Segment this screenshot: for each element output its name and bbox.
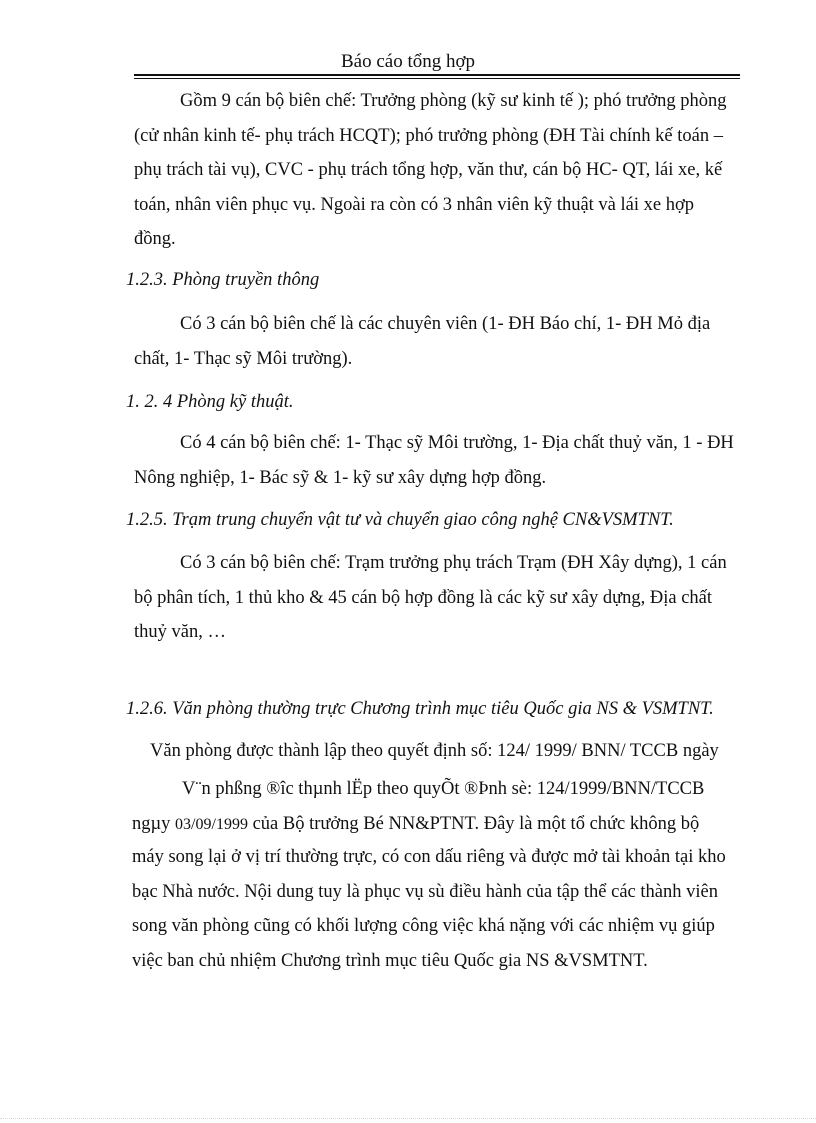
para-126-third-line-rest: của Bộ trưởng Bé NN&PTNT. Đây là một tổ chức không bộ [247, 814, 700, 834]
para-124-line: Có 4 cán bộ biên chế: 1- Thạc sỹ Môi trường, 1- Địa chất thuỷ văn, 1 - ĐH [180, 433, 734, 453]
section-paragraph-125 [134, 546, 740, 650]
para-126-legacy-encoded-line: V¨n phßng ®îc thµnh lËp theo quyÕt ®Þnh sè: 124/1999/BNN/TCCB [182, 779, 705, 799]
page-bottom-dotted-rule [0, 1118, 816, 1119]
intro-line: (cử nhân kinh tế- phụ trách HCQT); phó trưởng phòng (ĐH Tài chính kế toán – [134, 125, 723, 146]
para-126-line: song văn phòng cũng có khối lượng công việc khá nặng với các nhiệm vụ giúp [132, 916, 715, 936]
section-paragraph-124 [134, 426, 740, 495]
para-125-line: bộ phân tích, 1 thủ kho & 45 cán bộ hợp đồng là các kỹ sư xây dựng, Địa chất [134, 587, 713, 608]
para-126-first-line: Văn phòng được thành lập theo quyết định số: 124/ 1999/ BNN/ TCCB ngày [150, 741, 719, 761]
section-paragraph-126-rest [132, 840, 740, 978]
para-125-line: thuỷ văn, … [134, 622, 226, 642]
para-124-line: Nông nghiệp, 1- Bác sỹ & 1- kỹ sư xây dựng hợp đồng. [134, 467, 547, 488]
intro-line: Gồm 9 cán bộ biên chế: Trưởng phòng (kỹ sư kinh tế ); phó trưởng phòng [180, 91, 727, 111]
decision-date: 03/09/1999 [175, 816, 248, 833]
para-123-line: chất, 1- Thạc sỹ Môi trường). [134, 348, 353, 369]
section-paragraph-123 [134, 307, 740, 376]
para-125-line: Có 3 cán bộ biên chế: Trạm trưởng phụ trách Trạm (ĐH Xây dựng), 1 cán [180, 553, 727, 573]
intro-paragraph [134, 84, 740, 257]
intro-line: đồng. [134, 229, 176, 249]
para-123-line: Có 3 cán bộ biên chế là các chuyên viên (1- ĐH Báo chí, 1- ĐH Mỏ địa [180, 314, 711, 334]
header-divider-thick [134, 74, 740, 76]
para-126-third-line [132, 812, 740, 837]
section-heading-125: 1.2.5. Trạm trung chuyển vật tư và chuyển giao công nghệ CN&VSMTNT. [126, 510, 674, 530]
para-126-line: máy song lại ở vị trí thường trực, có con dấu riêng và được mở tài khoản tại kho [132, 847, 726, 867]
para-126-line: bạc Nhà nước. Nội dung tuy là phục vụ sù điều hành của tập thể các thành viên [132, 881, 718, 902]
para-126-line: việc ban chủ nhiệm Chương trình mục tiêu Quốc gia NS &VSMTNT. [132, 950, 648, 971]
section-heading-123: 1.2.3. Phòng truyền thông [126, 270, 320, 290]
intro-line: phụ trách tài vụ), CVC - phụ trách tổng hợp, văn thư, cán bộ HC- QT, lái xe, kế [134, 160, 723, 180]
page-header-title: Báo cáo tổng hợp [340, 51, 476, 72]
intro-line: toán, nhân viên phục vụ. Ngoài ra còn có 3 nhân viên kỹ thuật và lái xe hợp [134, 194, 695, 215]
header-divider-thin [134, 78, 740, 79]
section-heading-124: 1. 2. 4 Phòng kỹ thuật. [126, 392, 294, 412]
legacy-word: ngµy [132, 814, 176, 834]
section-heading-126: 1.2.6. Văn phòng thường trực Chương trình mục tiêu Quốc gia NS & VSMTNT. [126, 699, 714, 719]
